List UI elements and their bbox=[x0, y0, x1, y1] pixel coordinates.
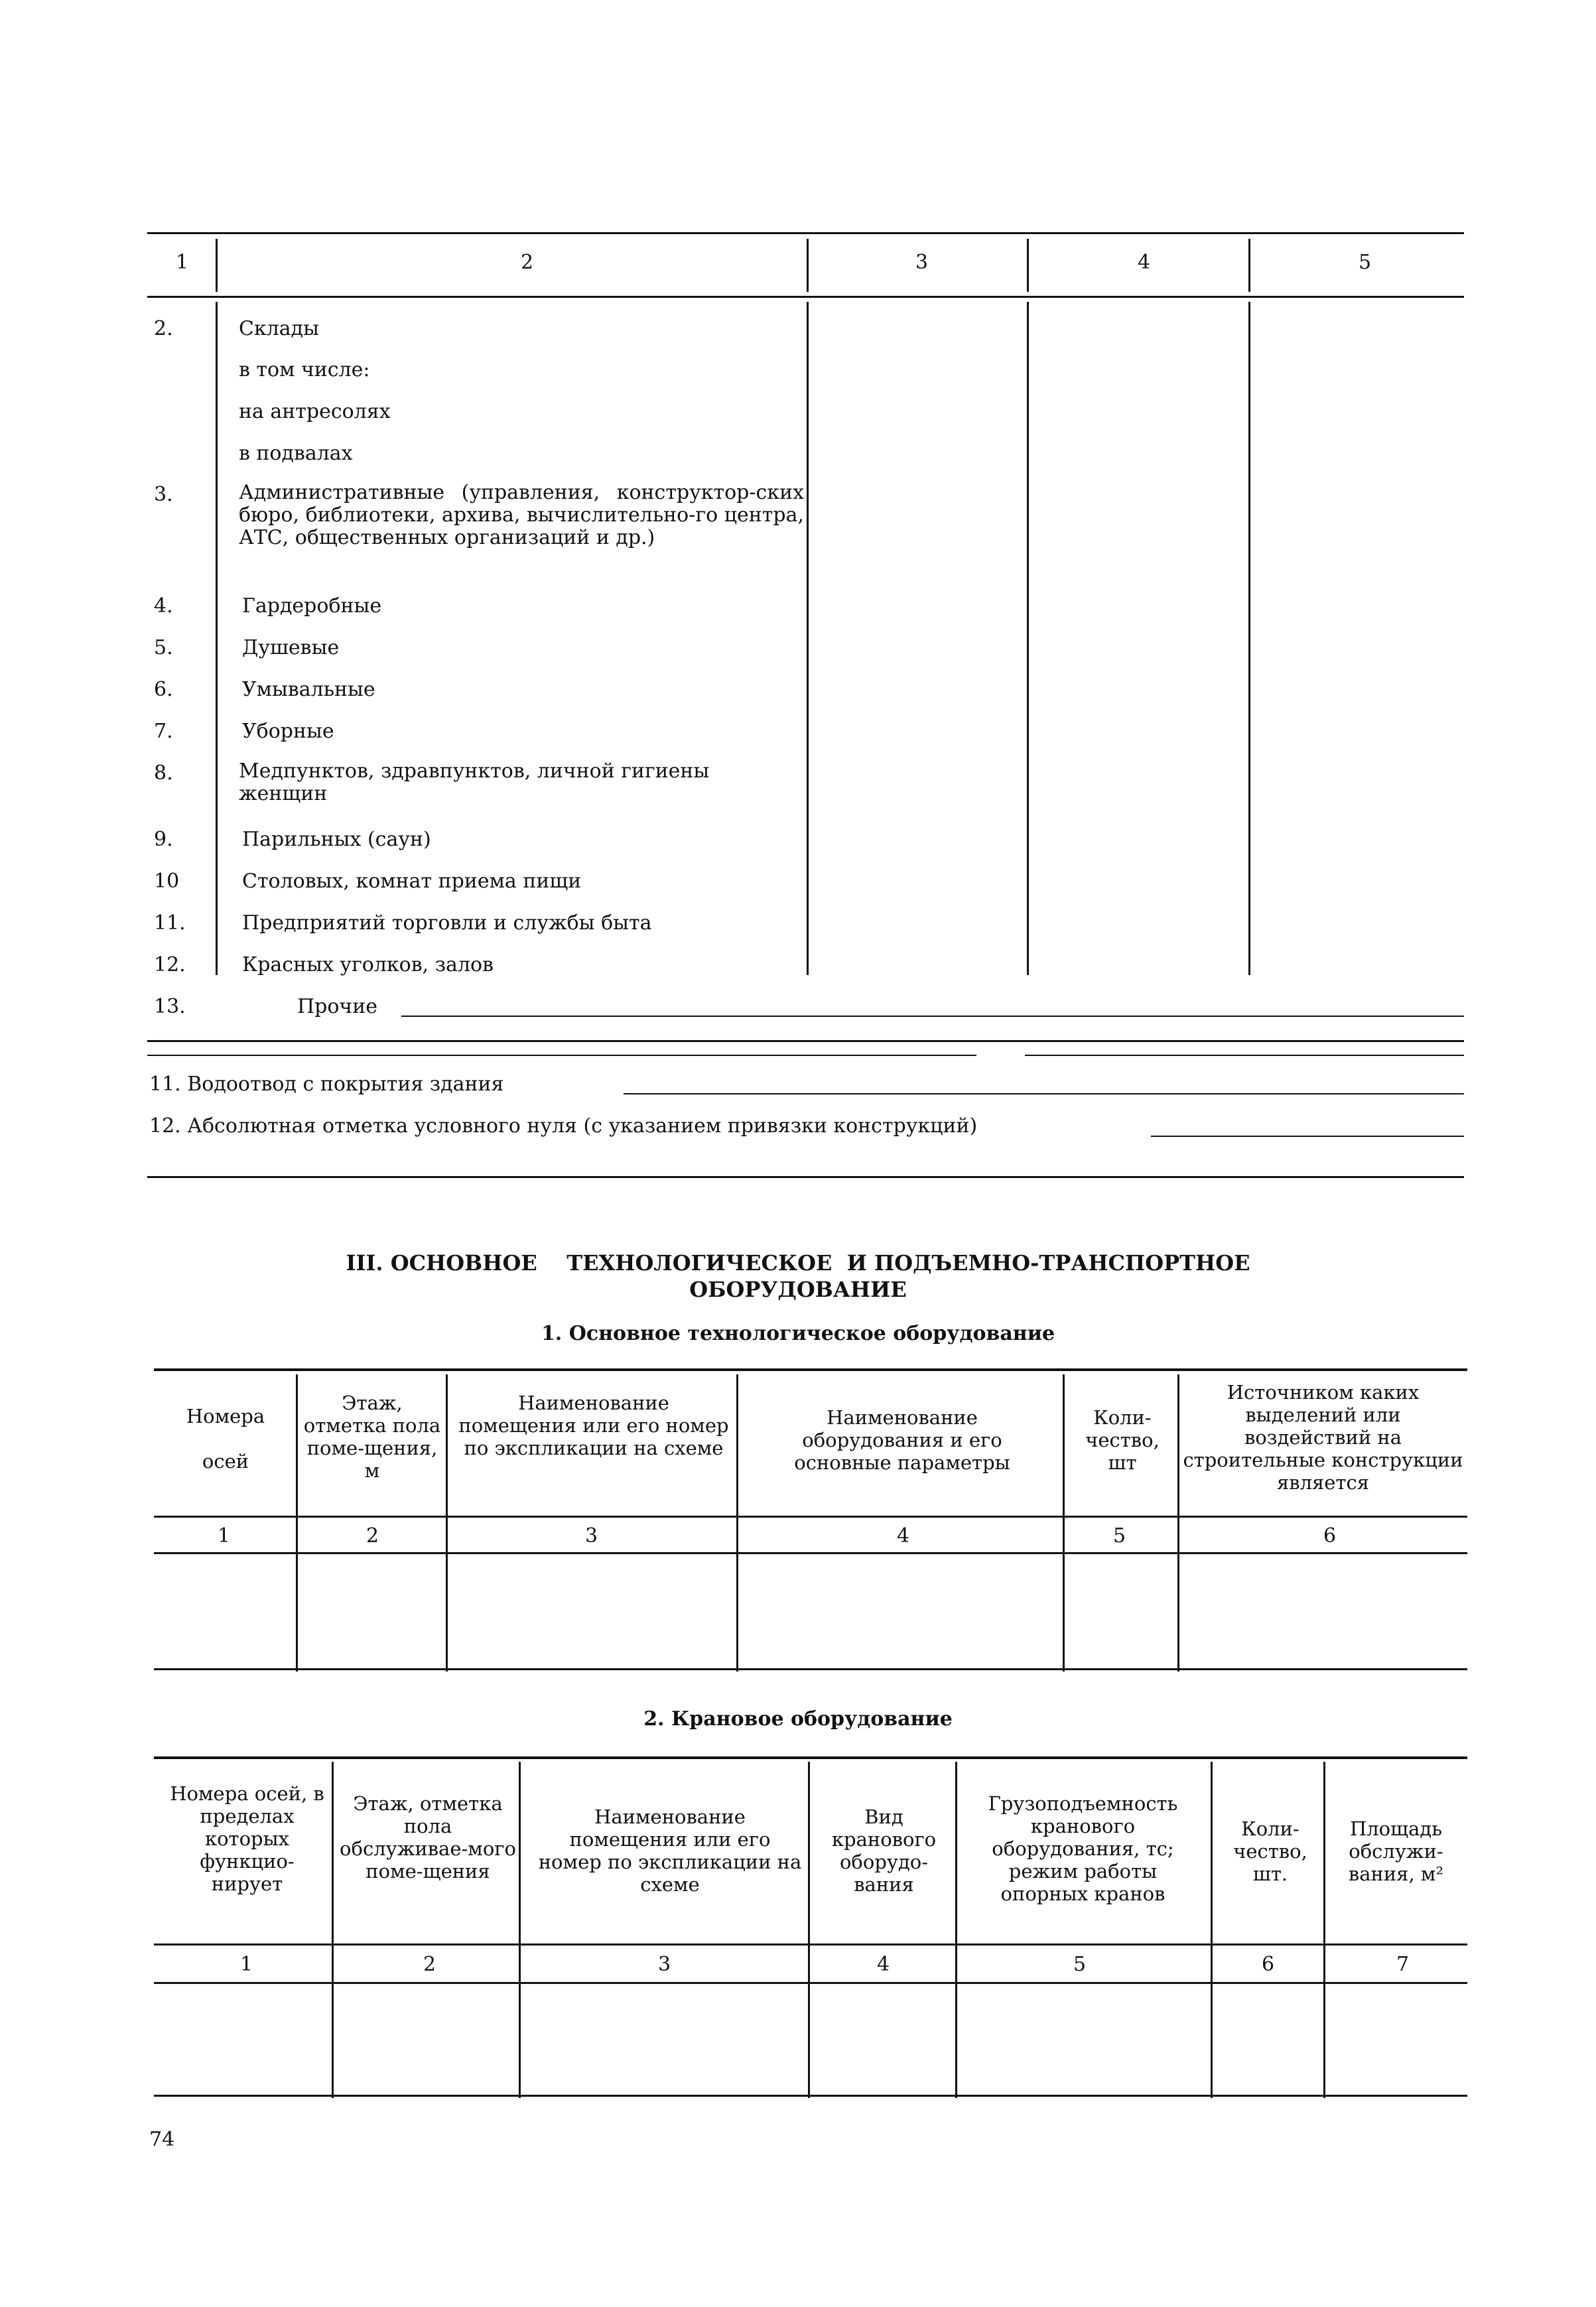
table-3-header-room: Наименование помещения или его номер по экспликации на схеме bbox=[538, 1806, 802, 1896]
row-label: Гардеробные bbox=[242, 594, 382, 618]
table-1-header-5: 5 bbox=[1359, 251, 1372, 274]
section-title-line-2: ОБОРУДОВАНИЕ bbox=[689, 1277, 907, 1302]
item-12-fill-line bbox=[1151, 1136, 1464, 1137]
row-label: в подвалах bbox=[239, 442, 353, 465]
item-12: 12. Абсолютная отметка условного нуля (с указанием привязки конструкций) bbox=[149, 1114, 978, 1138]
row-num: 2. bbox=[154, 317, 173, 340]
table-1-header-2: 2 bbox=[521, 251, 534, 274]
row-label: Душевые bbox=[242, 636, 340, 659]
row-label: Столовых, комнат приема пищи bbox=[242, 870, 582, 893]
item-11-fill-line bbox=[624, 1093, 1464, 1094]
row-num: 11. bbox=[154, 911, 186, 935]
other-label: Прочие bbox=[297, 995, 378, 1018]
row-num: 12. bbox=[154, 953, 186, 976]
table-1-header-1: 1 bbox=[176, 251, 189, 274]
table-2-header-source: Источником каких выделений или воздействий на строительные конструкции является bbox=[1183, 1381, 1463, 1494]
table-1-header-4: 4 bbox=[1138, 251, 1151, 274]
row-num: 8. bbox=[154, 761, 173, 785]
table-2-num: 2 bbox=[366, 1524, 379, 1548]
table-2-header-floor: Этаж, отметка пола поме-щения, м bbox=[303, 1392, 441, 1482]
table-3-header-axes: Номера осей, в пределах которых функцио-нирует bbox=[170, 1782, 324, 1895]
row-label: Уборные bbox=[242, 720, 334, 743]
table-3-num: 7 bbox=[1396, 1953, 1410, 1976]
table-2-num: 3 bbox=[585, 1524, 598, 1548]
row-label: на антресолях bbox=[239, 400, 391, 423]
row-label: Медпунктов, здравпунктов, личной гигиены женщин bbox=[239, 759, 710, 805]
subsection-2-title: 2. Крановое оборудование bbox=[643, 1707, 953, 1731]
table-3-header-crane-type: Вид кранового оборудо-вания bbox=[831, 1806, 937, 1896]
table-2-num: 6 bbox=[1323, 1524, 1337, 1548]
table-1-header-3: 3 bbox=[915, 251, 929, 274]
table-2-num: 5 bbox=[1113, 1524, 1126, 1548]
row-label: Красных уголков, залов bbox=[242, 953, 494, 976]
table-2-header-equipment: Наименование оборудования и его основные параметры bbox=[794, 1406, 1010, 1474]
section-title-line-1: III. ОСНОВНОЕ ТЕХНОЛОГИЧЕСКОЕ И ПОДЪЕМНО-ТРАНСПОРТНОЕ bbox=[346, 1250, 1250, 1276]
table-2-num: 4 bbox=[897, 1524, 910, 1548]
table-3-num: 6 bbox=[1262, 1953, 1275, 1976]
row-label: Умывальные bbox=[242, 678, 375, 701]
table-3-num: 2 bbox=[423, 1953, 436, 1976]
row-label: Склады bbox=[239, 317, 319, 340]
page-number: 74 bbox=[149, 2128, 175, 2151]
row-num: 6. bbox=[154, 678, 173, 701]
table-2-num: 1 bbox=[218, 1524, 231, 1548]
table-3-header-capacity: Грузоподъемность кранового оборудования, тс; режим работы опорных кранов bbox=[988, 1792, 1178, 1905]
subsection-1-title: 1. Основное технологическое оборудование bbox=[541, 1322, 1055, 1345]
row-num: 10 bbox=[154, 870, 180, 893]
table-2-header-qty: Коли-чество, шт bbox=[1085, 1406, 1160, 1474]
row-num: 9. bbox=[154, 828, 173, 851]
other-fill-line bbox=[401, 1016, 1464, 1017]
table-3-num: 4 bbox=[877, 1953, 890, 1976]
item-11: 11. Водоотвод с покрытия здания bbox=[149, 1073, 504, 1096]
table-3-num: 1 bbox=[240, 1953, 253, 1976]
table-3-header-area: Площадь обслужи-вания, м² bbox=[1348, 1817, 1444, 1885]
row-num: 4. bbox=[154, 594, 173, 618]
table-2-header-axes: Номера осей bbox=[186, 1405, 265, 1473]
row-num: 5. bbox=[154, 636, 173, 659]
row-num: 3. bbox=[154, 483, 173, 506]
other-num: 13. bbox=[154, 995, 186, 1018]
row-label: Парильных (саун) bbox=[242, 828, 431, 851]
row-label: в том числе: bbox=[239, 358, 370, 381]
table-3-num: 5 bbox=[1073, 1953, 1087, 1976]
table-2-header-room: Наименование помещения или его номер по экспликации на схеме bbox=[458, 1392, 729, 1459]
table-3-num: 3 bbox=[658, 1953, 671, 1976]
row-label: Административные (управления, конструктор-ских бюро, библиотеки, архива, вычислительно-го центра, АТС, общественных организаций и др.) bbox=[239, 481, 804, 549]
row-label: Предприятий торговли и службы быта bbox=[242, 911, 652, 935]
table-3-header-qty: Коли-чество, шт. bbox=[1233, 1817, 1307, 1885]
table-3-header-floor: Этаж, отметка пола обслуживае-мого поме-щения bbox=[340, 1792, 516, 1882]
row-num: 7. bbox=[154, 720, 173, 743]
